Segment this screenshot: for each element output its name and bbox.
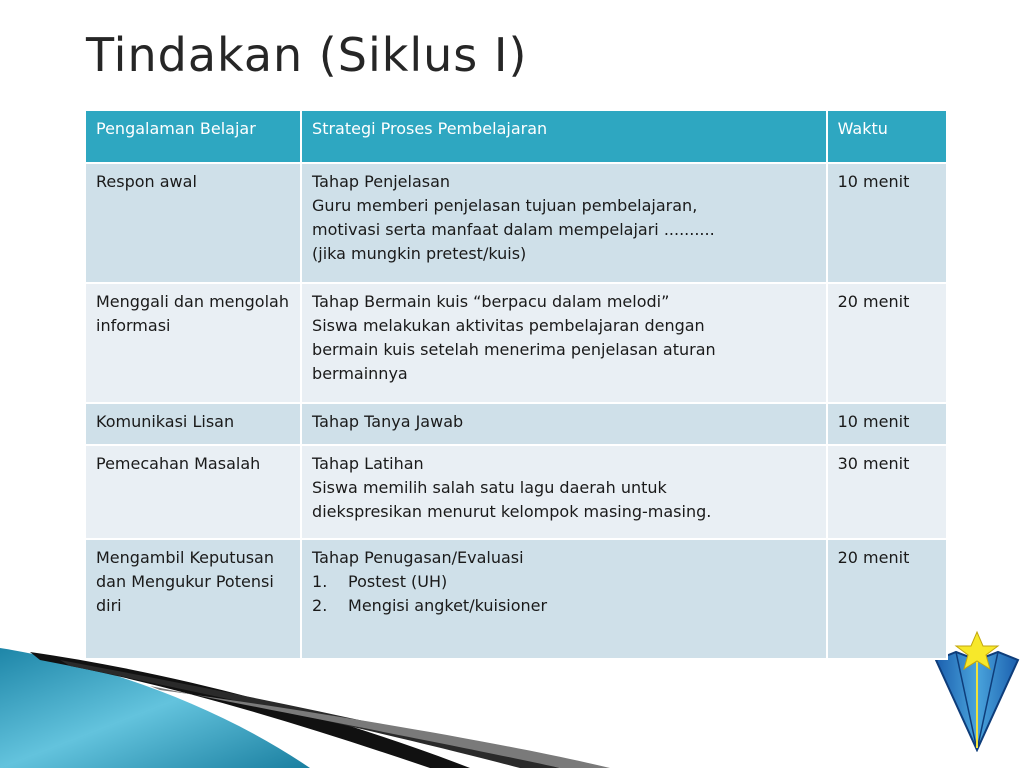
table-row: [85, 403, 947, 445]
strategy-title: Tahap Latihan: [312, 454, 424, 473]
activity-cell: Pemecahan Masalah: [85, 445, 301, 539]
strategy-list-item: [312, 570, 816, 594]
table-row: [85, 163, 947, 283]
header-strategi: Strategi Proses Pembelajaran: [301, 110, 827, 163]
activity-cell: Mengambil Keputusan dan Mengukur Potensi diri: [85, 539, 301, 659]
list-text: Mengisi angket/kuisioner: [348, 596, 548, 615]
strategy-list-item: [312, 594, 816, 618]
strategy-title: Tahap Bermain kuis “berpacu dalam melodi”: [312, 292, 670, 311]
strategy-cell: [301, 403, 827, 445]
time-cell: 30 menit: [827, 445, 947, 539]
strategy-line: (jika mungkin pretest/kuis): [312, 244, 527, 263]
list-text: Postest (UH): [348, 572, 448, 591]
strategy-cell: [301, 163, 827, 283]
strategy-line: diekspresikan menurut kelompok masing-masing.: [312, 502, 712, 521]
time-cell: 20 menit: [827, 283, 947, 403]
header-pengalaman-belajar: Pengalaman Belajar: [85, 110, 301, 163]
table-row: [85, 283, 947, 403]
strategy-title: Tahap Penjelasan: [312, 172, 451, 191]
time-cell: 10 menit: [827, 403, 947, 445]
list-number: 2.: [312, 596, 328, 615]
activity-cell: Menggali dan mengolah informasi: [85, 283, 301, 403]
activity-cell: Respon awal: [85, 163, 301, 283]
strategy-title: Tahap Tanya Jawab: [312, 412, 464, 431]
strategy-cell: [301, 539, 827, 659]
strategy-cell: [301, 445, 827, 539]
strategy-line: Siswa memilih salah satu lagu daerah untuk: [312, 478, 667, 497]
strategy-line: Guru memberi penjelasan tujuan pembelajaran,: [312, 196, 698, 215]
table-row: [85, 539, 947, 659]
activity-cell: Komunikasi Lisan: [85, 403, 301, 445]
table-row: [85, 445, 947, 539]
time-cell: 10 menit: [827, 163, 947, 283]
time-cell: 20 menit: [827, 539, 947, 659]
strategy-line: motivasi serta manfaat dalam mempelajari ..........: [312, 220, 715, 239]
strategy-line: bermainnya: [312, 364, 408, 383]
strategy-line: Siswa melakukan aktivitas pembelajaran dengan: [312, 316, 705, 335]
table-header-row: [85, 110, 947, 163]
header-waktu: Waktu: [827, 110, 947, 163]
slide-title: Tindakan (Siklus I): [86, 28, 528, 82]
strategy-title: Tahap Penugasan/Evaluasi: [312, 548, 524, 567]
lesson-plan-table: [84, 109, 948, 660]
strategy-cell: [301, 283, 827, 403]
list-number: 1.: [312, 572, 328, 591]
strategy-line: bermain kuis setelah menerima penjelasan aturan: [312, 340, 716, 359]
